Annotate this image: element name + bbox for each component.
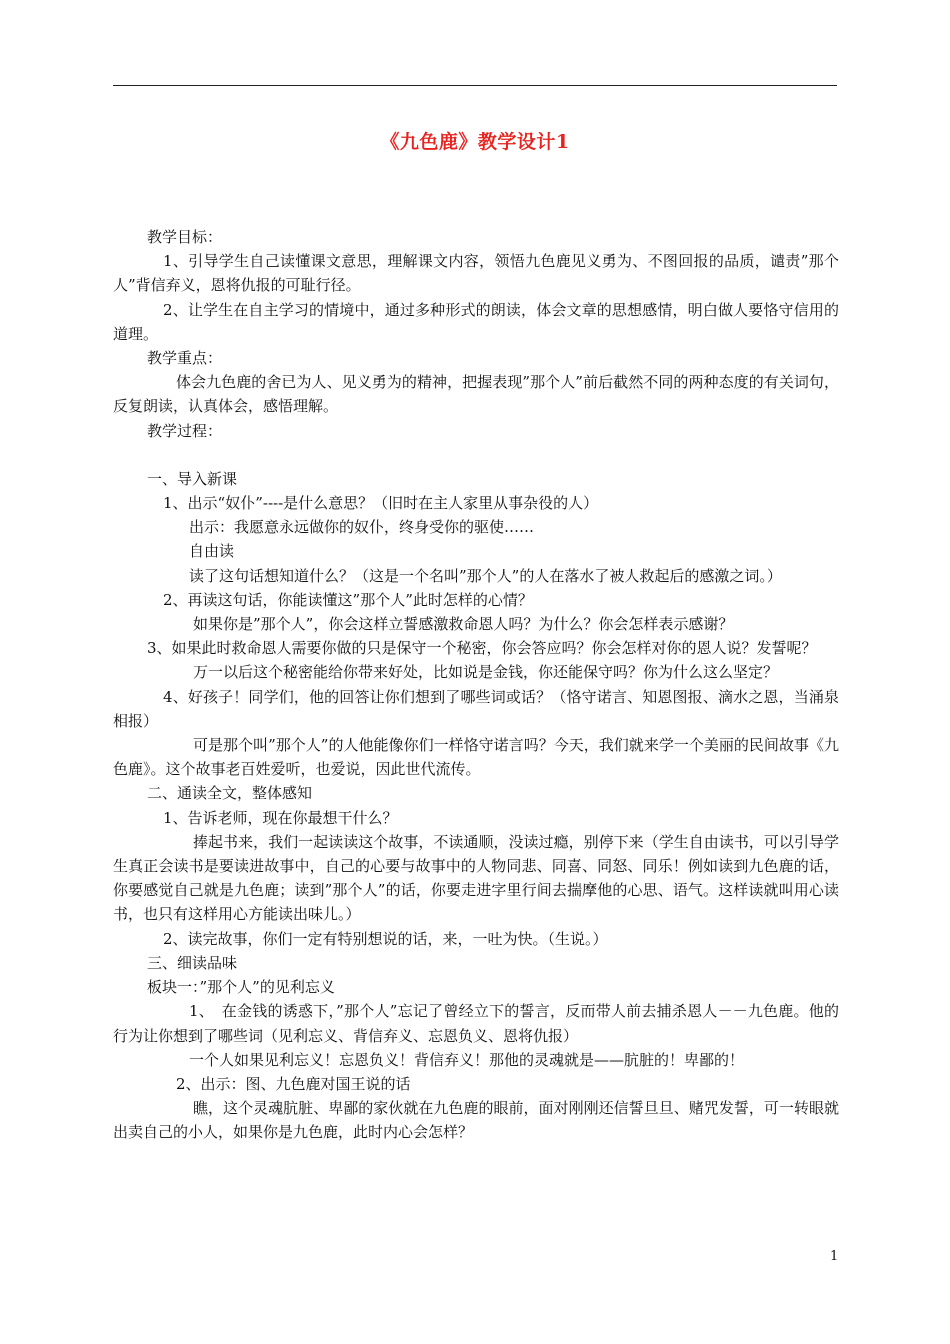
paragraph: 二、通读全文，整体感知 <box>147 784 313 803</box>
paragraph: 自由读 <box>189 542 235 561</box>
paragraph: 一、导入新课 <box>147 469 238 488</box>
paragraph: 出示：我愿意永远做你的奴仆，终身受你的驱使…… <box>189 518 535 537</box>
page-number: 1 <box>830 1249 839 1264</box>
paragraph: 4、好孩子！同学们，他的回答让你们想到了哪些词或话？（恪守诺言、知恩图报、滴水之恩，当涌泉相报） <box>113 687 839 730</box>
paragraph: 可是那个叫”那个人”的人他能像你们一样恪守诺言吗？今天，我们就来学一个美丽的民间故事《九色鹿》。这个故事老百姓爱听，也爱说，因此世代流传。 <box>113 736 839 779</box>
paragraph: 2、让学生在自主学习的情境中，通过多种形式的朗读，体会文章的思想感情，明白做人要恪守信用的道理。 <box>113 300 839 343</box>
paragraph: 一个人如果见利忘义！忘恩负义！背信弃义！那他的灵魂就是——肮脏的！卑鄙的！ <box>189 1050 745 1069</box>
paragraph: 板块一：”那个人”的见利忘义 <box>147 978 335 997</box>
paragraph: 如果你是”那个人”，你会这样立誓感激救命恩人吗？为什么？你会怎样表示感谢？ <box>193 615 734 634</box>
document-title: 《九色鹿》教学设计1 <box>380 131 570 153</box>
paragraph: 3、如果此时救命恩人需要你做的只是保守一个秘密，你会答应吗？你会怎样对你的恩人说？发誓呢？ <box>147 639 817 658</box>
paragraph: 2、再读这句话，你能读懂这”那个人”此时怎样的心情？ <box>163 590 533 609</box>
paragraph: 1、出示“奴仆”----是什么意思？（旧时在主人家里从事杂役的人） <box>163 494 599 513</box>
paragraph: 三、细读品味 <box>147 953 238 972</box>
paragraph: 1、告诉老师，现在你最想干什么？ <box>163 808 398 827</box>
paragraph: 捧起书来，我们一起读读这个故事，不读通顺，没读过瘾，别停下来（学生自由读书，可以引导学生真正会读书是要读进故事中，自己的心要与故事中的人物同悲、同喜、同怒、同乐！例如读到九色鹿的话，你要感觉自己就是九色鹿；读到”那个人”的话，你要走进字里行间去揣摩他的心思、语气。这样读就叫用心读书，也只有这样用心方能读出味儿。） <box>113 832 839 924</box>
paragraph: 教学重点： <box>147 349 223 368</box>
paragraph: 1、引导学生自己读懂课文意思，理解课文内容，领悟九色鹿见义勇为、不图回报的品质，谴责”那个人”背信弃义，恩将仇报的可耻行径。 <box>113 252 839 295</box>
paragraph: 教学过程： <box>147 421 223 440</box>
paragraph: 教学目标： <box>147 228 223 246</box>
paragraph: 瞧，这个灵魂肮脏、卑鄙的家伙就在九色鹿的眼前，面对刚刚还信誓旦旦、赌咒发誓，可一转眼就出卖自己的小人，如果你是九色鹿，此时内心会怎样？ <box>113 1099 839 1142</box>
paragraph: 体会九色鹿的舍已为人、见义勇为的精神，把握表现”那个人”前后截然不同的两种态度的有关词句，反复朗读，认真体会，感悟理解。 <box>113 373 839 416</box>
paragraph: 读了这句话想知道什么？（这是一个名叫”那个人”的人在落水了被人救起后的感激之词。） <box>189 566 782 585</box>
header-rule <box>113 85 837 86</box>
paragraph: 2、读完故事，你们一定有特别想说的话，来，一吐为快。（生说。） <box>163 929 608 948</box>
document-body <box>113 225 839 1145</box>
paragraph: 2、出示：图、九色鹿对国王说的话 <box>176 1074 411 1093</box>
paragraph: 1、 在金钱的诱惑下，”那个人”忘记了曾经立下的誓言，反而带人前去捕杀恩人－－九色鹿。他的行为让你想到了哪些词（见利忘义、背信弃义、忘恩负义、恩将仇报） <box>113 1002 839 1045</box>
paragraph: 万一以后这个秘密能给你带来好处，比如说是金钱，你还能保守吗？你为什么这么坚定？ <box>193 663 779 682</box>
blank-line <box>113 443 839 467</box>
